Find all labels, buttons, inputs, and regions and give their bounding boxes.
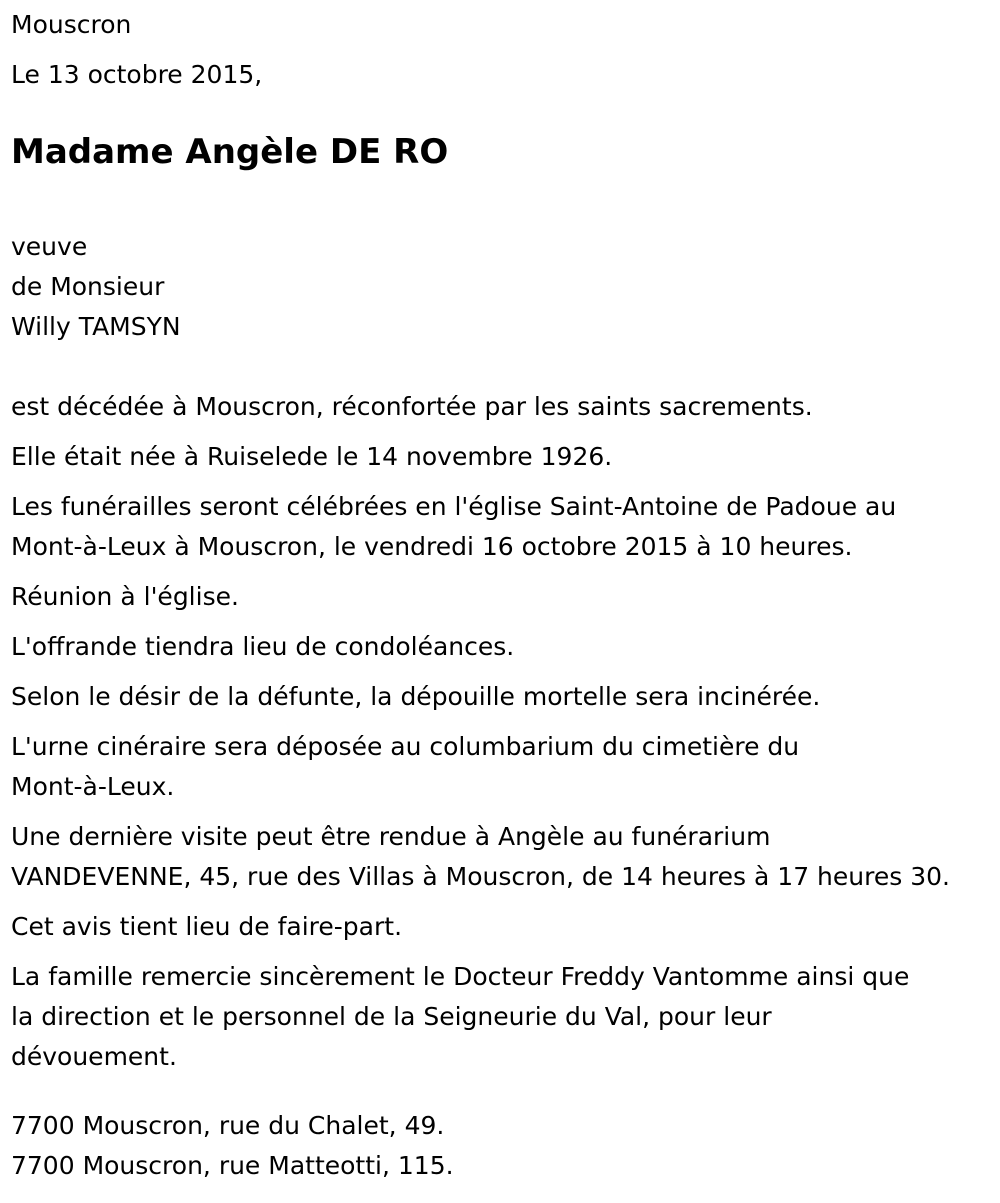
widow-line-2: de Monsieur [11,272,165,301]
notice-body [11,387,990,1077]
widow-line-3: Willy TAMSYN [11,312,181,341]
paragraph-funeral-line-2: Mont-à-Leux à Mouscron, le vendredi 16 octobre 2015 à 10 heures. [11,532,853,561]
paragraph-funeral-line-1: Les funérailles seront célébrées en l'église Saint-Antoine de Padoue au [11,492,897,521]
family-addresses [11,1106,990,1186]
paragraph-birth [11,437,990,477]
paragraph-announcement [11,907,990,947]
paragraph-offering-text: L'offrande tiendra lieu de condoléances. [11,632,515,661]
paragraph-death-text: est décédée à Mouscron, réconfortée par les saints sacrements. [11,392,813,421]
paragraph-visit-line-2: VANDEVENNE, 45, rue des Villas à Mouscron, de 14 heures à 17 heures 30. [11,862,950,891]
paragraph-offering [11,627,990,667]
paragraph-thanks-line-2: la direction et le personnel de la Seigneurie du Val, pour leur [11,1002,772,1031]
header-place: Mouscron [11,10,132,39]
paragraph-meeting-text: Réunion à l'église. [11,582,239,611]
paragraph-funeral [11,487,990,567]
paragraph-urn-line-1: L'urne cinéraire sera déposée au columbarium du cimetière du [11,732,800,761]
deceased-name: Madame Angèle DE RO [11,132,449,172]
paragraph-urn [11,727,990,807]
paragraph-visit-line-1: Une dernière visite peut être rendue à Angèle au funérarium [11,822,771,851]
paragraph-cremation [11,677,990,717]
widow-block [11,227,990,347]
paragraph-visit [11,817,990,897]
paragraph-cremation-text: Selon le désir de la défunte, la dépouille mortelle sera incinérée. [11,682,821,711]
paragraph-death [11,387,990,427]
widow-line-1: veuve [11,232,88,261]
paragraph-urn-line-2: Mont-à-Leux. [11,772,175,801]
paragraph-announcement-text: Cet avis tient lieu de faire-part. [11,912,403,941]
address-2: 7700 Mouscron, rue Matteotti, 115. [11,1151,454,1180]
address-1: 7700 Mouscron, rue du Chalet, 49. [11,1111,445,1140]
paragraph-thanks-line-3: dévouement. [11,1042,177,1071]
header-date: Le 13 octobre 2015, [11,60,263,89]
paragraph-birth-text: Elle était née à Ruiselede le 14 novembre 1926. [11,442,613,471]
paragraph-thanks [11,957,990,1077]
paragraph-meeting [11,577,990,617]
paragraph-thanks-line-1: La famille remercie sincèrement le Docteur Freddy Vantomme ainsi que [11,962,910,991]
